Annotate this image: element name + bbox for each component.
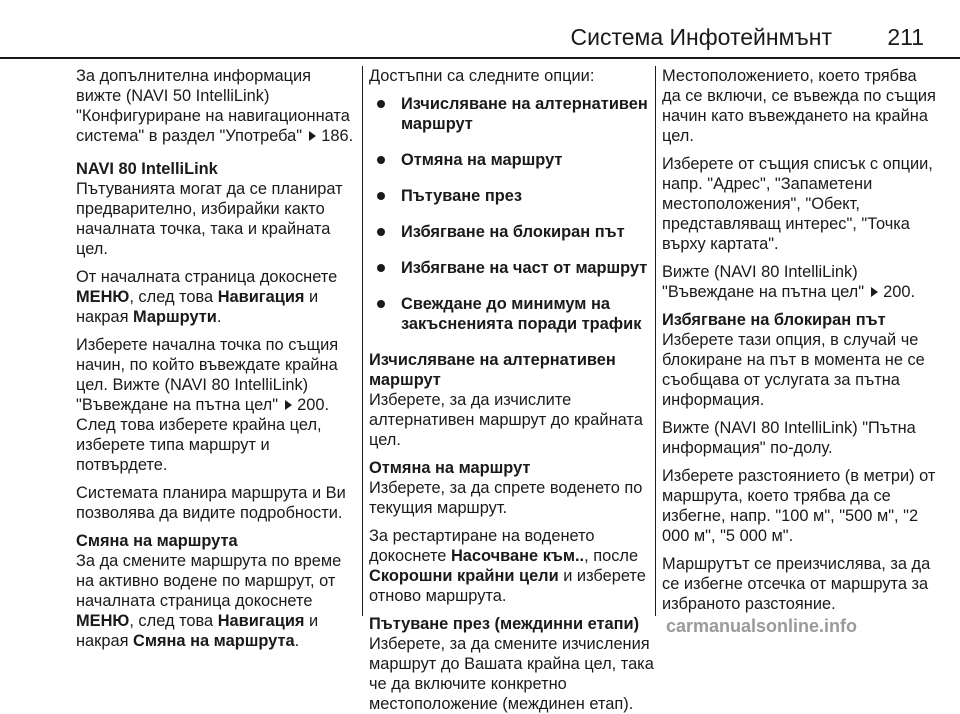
menu-label: МЕНЮ [76, 288, 130, 306]
paragraph-navi50-reference: За допълнителна информация вижте (NAVI 50 IntelliLink) "Конфигуриране на навигационната система" в раздел "Употреба" 186. [76, 67, 354, 145]
paragraph-location-entry: Местоположението, което трябва да се включи, се въвежда по същия начин като въвеждането на крайна цел. [662, 67, 936, 145]
page-ref-arrow-icon [285, 400, 292, 410]
paragraph-select-start: Изберете начална точка по същия начин, по който въвеждате крайна цел. Вижте (NAVI 80 IntelliLink) "Въвеждане на пътна цел" 200. След това изберете крайна цел, изберете типа маршрут и потвърдете. [76, 336, 339, 474]
paragraph-system-plans: Системата планира маршрута и Ви позволява да видите подробности. [76, 484, 346, 522]
column-3 [662, 66, 937, 626]
paragraph-navi80-destination-ref: Вижте (NAVI 80 IntelliLink) "Въвеждане на пътна цел" 200. [662, 263, 916, 301]
paragraph-cancel-route: Изберете, за да спрете воденето по текущия маршрут. [369, 479, 643, 517]
paragraph-options-list: Изберете от същия списък с опции, напр. "Адрес", "Запаметени местоположения", "Обект, представляващ интерес", "Точка върху картата". [662, 155, 933, 253]
header-rule [0, 57, 960, 59]
watermark: carmanualsonline.info [666, 616, 858, 636]
paragraph-avoid-blocked: Изберете тази опция, в случай че блокиране на път в момента не се съобщава от услугата за пътна информация. [662, 331, 925, 409]
section-heading-avoid-blocked: Избягване на блокиран път [662, 311, 886, 329]
paragraph-change-route: За да смените маршрута по време на активно водене по маршрут, от началната страница докоснете МЕНЮ, след това Навигация и накрая Смяна на маршрута. [76, 552, 342, 650]
column-1 [76, 66, 357, 650]
paragraph-travel-via: Изберете, за да смените изчисления маршрут до Вашата крайна цел, така че да включите конкретно местоположение (междинен етап). [369, 635, 654, 713]
paragraph-recalculate: Маршрутът се преизчислява, за да се избегне отсечка от маршрута за избраното разстояние. [662, 555, 931, 613]
list-item: Избягване на блокиран път [369, 222, 657, 242]
paragraph-alternative-route: Изберете, за да изчислите алтернативен маршрут до крайната цел. [369, 391, 643, 449]
paragraph-plan-trips: Пътуванията могат да се планират предварително, избирайки както началната точка, така и крайната цел. [76, 180, 343, 258]
column-2 [369, 66, 657, 713]
page-ref-link[interactable]: 200. [883, 283, 916, 301]
paragraph-menu-routes: От началната страница докоснете МЕНЮ, след това Навигация и накрая Маршрути. [76, 268, 338, 326]
list-item: Пътуване през [369, 186, 657, 206]
section-heading-alternative-route: Изчисляване на алтернативен маршрут [369, 351, 616, 389]
paragraph-select-distance: Изберете разстоянието (в метри) от маршрута, което трябва да се избегне, напр. "100 м", "500 м", "2 000 м", "5 000 м". [662, 467, 936, 545]
list-item: Избягване на част от маршрут [369, 258, 657, 278]
change-route-label: Смяна на маршрута [133, 632, 295, 650]
list-item: Отмяна на маршрут [369, 150, 657, 170]
page-ref-arrow-icon [309, 131, 316, 141]
section-heading-change-route: Смяна на маршрута [76, 532, 238, 550]
navigation-label: Навигация [217, 612, 305, 630]
paragraph-traffic-info-ref: Вижте (NAVI 80 IntelliLink) "Пътна информация" по-долу. [662, 419, 916, 457]
page-number: 211 [887, 24, 924, 50]
page-ref-arrow-icon [871, 287, 878, 297]
options-list [369, 94, 657, 334]
list-item: Свеждане до минимум на закъсненията поради трафик [369, 294, 657, 334]
column-divider-1 [362, 66, 363, 616]
page-ref-link[interactable]: 200. [297, 396, 330, 414]
menu-label: МЕНЮ [76, 612, 130, 630]
options-intro: Достъпни са следните опции: [369, 67, 595, 85]
page-title: Система Инфотейнмънт [570, 24, 832, 50]
section-heading-navi80: NAVI 80 IntelliLink [76, 160, 218, 178]
navigate-to-label: Насочване към.. [450, 547, 585, 565]
page-ref-link[interactable]: 186. [321, 127, 354, 145]
section-heading-travel-via: Пътуване през (междинни етапи) [369, 615, 640, 633]
paragraph-restart-guidance: За рестартиране на воденето докоснете Насочване към.., после Скорошни крайни цели и изберете отново маршрута. [369, 527, 646, 605]
section-heading-cancel-route: Отмяна на маршрут [369, 459, 531, 477]
navigation-label: Навигация [217, 288, 305, 306]
page-header [0, 0, 960, 62]
list-item: Изчисляване на алтернативен маршрут [369, 94, 657, 134]
routes-label: Маршрути [133, 308, 217, 326]
recent-destinations-label: Скорошни крайни цели [369, 567, 559, 585]
